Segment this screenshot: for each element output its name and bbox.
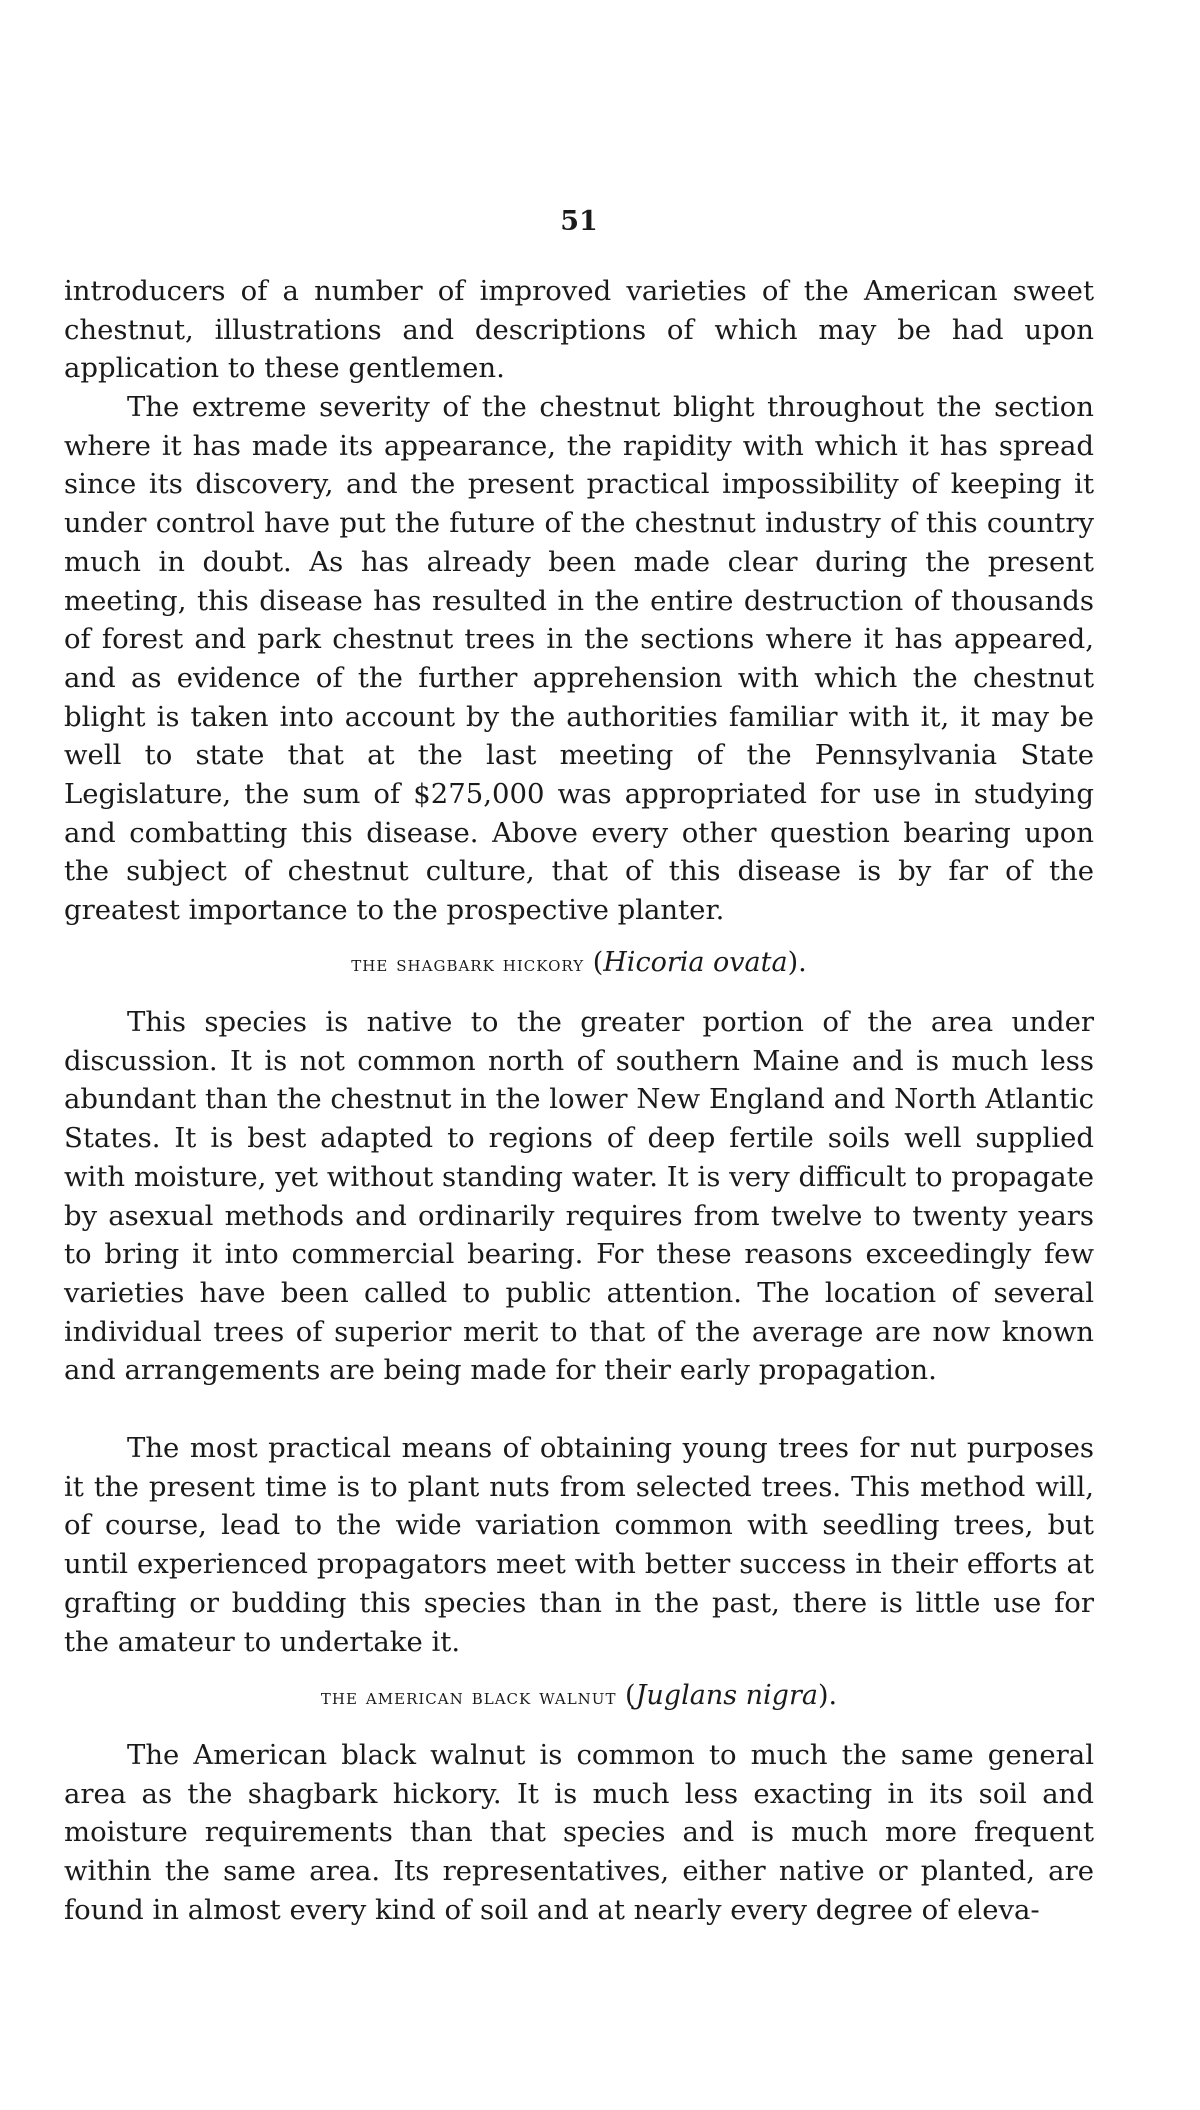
heading-open-paren: ( (625, 1680, 636, 1711)
paragraph-chestnut-varieties: introducers of a number of improved varieties of the American sweet chestnut, illustrations and descriptions of which may be had upon application to these gentlemen. (64, 275, 1094, 385)
paragraph-hickory-habitat: This species is native to the greater portion of the area under discussion. It is not common north of southern Maine and is much less abundant than the chestnut in the lower New England and North Atlantic States. It is best adapted to regions of deep fertile soils well supplied with moisture, yet without standing water. It is very difficult to propagate by asexual methods and ordinarily requires from twelve to twenty years to bring it into commercial bearing. For these reasons exceedingly few varieties have been called to public attention. The location of several individual trees of superior merit to that of the average are now known and arrangements are being made for their early propagation. (64, 1006, 1094, 1387)
heading-close-paren: ). (817, 1680, 838, 1711)
heading-common-name: the shagbark hickory (351, 952, 585, 977)
heading-latin-name: Hicoria ovata (603, 947, 788, 978)
heading-close-paren: ). (787, 947, 807, 978)
page-number: 51 (560, 206, 598, 237)
heading-open-paren: ( (592, 947, 604, 978)
paragraph-chestnut-blight: The extreme severity of the chestnut blight throughout the section where it has made its appearance, the rapidity with which it has spread since its discovery, and the present practical impossibility of keeping it under control have put the future of the chestnut industry of this country much in doubt. As has already been made clear during the present meeting, this disease has resulted in the entire destruction of thousands of forest and park chestnut trees in the sections where it has appeared, and as evidence of the further apprehension with which the chestnut blight is taken into account by the authorities familiar with it, it may be well to state that at the last meeting of the Pennsylvania State Legislature, the sum of $275,000 was appropriated for use in studying and combatting this disease. Above every other question bearing upon the subject of chestnut culture, that of this disease is by far of the greatest importance to the prospective planter. (64, 391, 1094, 927)
paragraph-black-walnut: The American black walnut is common to much the same general area as the shagbark hickory. It is much less exacting in its soil and moisture requirements than that species and is much more frequent within the same area. Its representatives, either native or planted, are found in almost every kind of soil and at nearly every degree of eleva- (64, 1739, 1094, 1926)
paragraph-hickory-propagation: The most practical means of obtaining young trees for nut purposes it the present time is to plant nuts from selected trees. This method will, of course, lead to the wide variation common with seedling trees, but until experienced propagators meet with better success in their efforts at grafting or budding this species than in the past, there is little use for the amateur to undertake it. (64, 1432, 1094, 1658)
section-heading-black-walnut (64, 1677, 1094, 1717)
section-heading-shagbark-hickory (64, 944, 1094, 984)
heading-common-name: the american black walnut (320, 1685, 617, 1710)
heading-latin-name: Juglans nigra (635, 1680, 818, 1711)
